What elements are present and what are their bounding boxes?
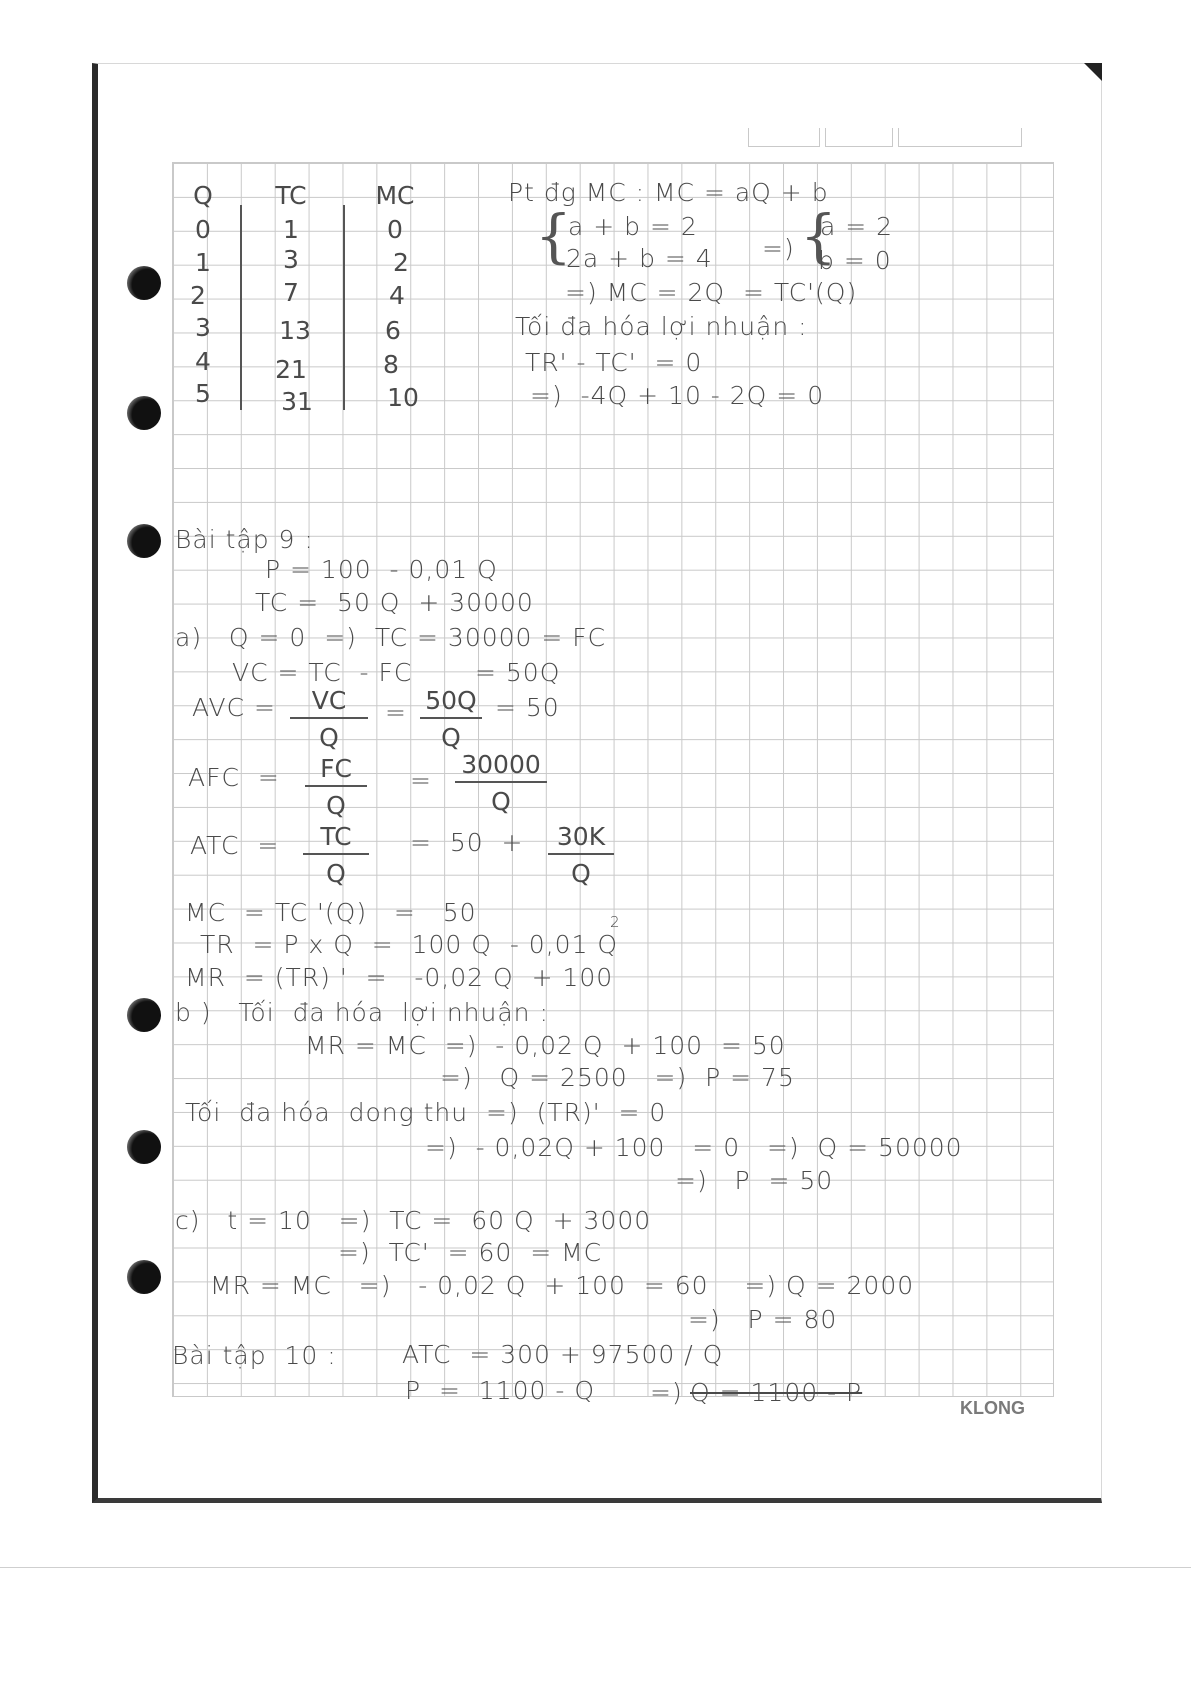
atc-fraction-1 [303, 824, 369, 886]
system-brace: { [535, 202, 572, 270]
total-cost-equation: TC = 50 Q + 30000 [255, 588, 534, 617]
table-cell: 3 [195, 313, 211, 342]
part-c-price: =) P = 80 [688, 1305, 838, 1334]
atc-fraction-2 [548, 824, 614, 886]
page-bottom-rule [0, 1567, 1191, 1568]
brand-logo: KLONG [960, 1398, 1025, 1418]
header-box [748, 128, 820, 147]
tr-tc-line: TR' - TC' = 0 [525, 348, 703, 377]
revenue-max-price: =) P = 50 [675, 1166, 834, 1195]
table-cell: 4 [389, 281, 405, 310]
avc-f2-den: Q [441, 723, 461, 752]
revenue-max-heading: Tối đa hóa dong thu =) (TR)' = 0 [185, 1098, 667, 1127]
part-a-fc-line: a) Q = 0 =) TC = 30000 = FC [175, 623, 607, 652]
atc-equals-50: = 50 + [410, 828, 524, 857]
table-cell: 21 [275, 355, 307, 384]
vc-line: VC = TC - FC = 50Q [232, 658, 561, 687]
mc-equation-line: Pt đg MC : MC = aQ + b [508, 178, 829, 207]
punch-hole [127, 524, 161, 558]
exercise-9-title: Bài tập 9 : [175, 525, 314, 554]
part-c-solve: MR = MC =) - 0,02 Q + 100 = 60 =) Q = 2000 [210, 1271, 915, 1300]
avc-label: AVC = [192, 693, 276, 722]
tr-line: TR = P x Q = 100 Q - 0,01 Q [200, 930, 619, 959]
revenue-max-solve: =) - 0,02Q + 100 = 0 =) Q = 50000 [425, 1133, 963, 1162]
part-b-heading: b ) Tối đa hóa lợi nhuận : [175, 998, 549, 1027]
table-divider [240, 205, 242, 410]
avc-result: = 50 [495, 693, 560, 722]
result-b: b = 0 [818, 246, 892, 275]
avc-f1-den: Q [319, 723, 339, 752]
table-cell: 2 [190, 281, 206, 310]
profit-max-heading: Tối đa hóa lợi nhuận : [515, 312, 808, 341]
result-brace: { [800, 202, 837, 270]
system-eq-2: 2a + b = 4 [566, 244, 713, 273]
afc-f1-num: FC [305, 756, 367, 787]
exercise-10-struck-expression: Q = 1100 - P [690, 1378, 863, 1407]
exercise-10-atc: ATC = 300 + 97500 / Q [402, 1340, 724, 1369]
atc-f2-num: 30K [548, 824, 614, 855]
avc-fraction-1 [290, 688, 368, 750]
atc-f1-den: Q [326, 859, 346, 888]
table-header: TC [275, 181, 307, 210]
implies-arrow: =) [762, 234, 795, 263]
table-cell: 10 [387, 383, 419, 412]
table-cell: 0 [387, 215, 403, 244]
atc-label: ATC = [190, 831, 280, 860]
afc-f1-den: Q [326, 791, 346, 820]
exercise-10-arrow: =) [650, 1378, 683, 1407]
punch-hole [127, 1130, 161, 1164]
mc-result-line: =) MC = 2Q = TC'(Q) [565, 278, 858, 307]
afc-fraction-1 [305, 756, 367, 818]
avc-fraction-2 [420, 688, 482, 750]
table-cell: 13 [279, 316, 311, 345]
afc-f2-num: 30000 [455, 752, 547, 783]
part-c-mc-line: =) TC' = 60 = MC [338, 1238, 603, 1267]
table-cell: 1 [283, 215, 299, 244]
table-cell: 7 [283, 278, 299, 307]
result-a: a = 2 [820, 212, 894, 241]
header-box [898, 128, 1022, 147]
avc-f2-num: 50Q [420, 688, 482, 719]
atc-f2-den: Q [571, 859, 591, 888]
table-cell: 2 [393, 248, 409, 277]
table-header: Q [193, 181, 213, 210]
demand-equation: P = 100 - 0,01 Q [265, 555, 498, 584]
mr-line: MR = (TR) ' = -0,02 Q + 100 [185, 963, 614, 992]
exercise-10-demand: P = 1100 - Q [405, 1376, 596, 1405]
part-b-mr-mc: MR = MC =) - 0,02 Q + 100 = 50 [305, 1031, 786, 1060]
solve-line: =) -4Q + 10 - 2Q = 0 [530, 381, 825, 410]
table-header: MC [375, 181, 415, 210]
table-cell: 31 [281, 387, 313, 416]
part-c-tax-line: c) t = 10 =) TC = 60 Q + 3000 [175, 1206, 652, 1235]
avc-equals: = [385, 698, 407, 727]
page-corner [1084, 63, 1102, 81]
part-b-result: =) Q = 2500 =) P = 75 [440, 1063, 795, 1092]
avc-f1-num: VC [290, 688, 368, 719]
afc-fraction-2 [455, 752, 547, 814]
system-eq-1: a + b = 2 [568, 212, 698, 241]
table-cell: 1 [195, 248, 211, 277]
table-cell: 5 [195, 379, 211, 408]
afc-f2-den: Q [491, 787, 511, 816]
punch-hole [127, 998, 161, 1032]
punch-hole [127, 266, 161, 300]
mc-line: MC = TC '(Q) = 50 [185, 898, 477, 927]
exercise-10-title: Bài tập 10 : [172, 1341, 337, 1370]
afc-equals: = [410, 766, 432, 795]
punch-hole [127, 1260, 161, 1294]
atc-f1-num: TC [303, 824, 369, 855]
table-divider [343, 205, 345, 410]
table-cell: 8 [383, 350, 399, 379]
table-cell: 6 [385, 316, 401, 345]
punch-hole [127, 396, 161, 430]
header-box [825, 128, 893, 147]
afc-label: AFC = [188, 763, 280, 792]
table-cell: 0 [195, 215, 211, 244]
table-cell: 3 [283, 245, 299, 274]
tr-exponent: 2 [610, 913, 621, 931]
table-cell: 4 [195, 347, 211, 376]
